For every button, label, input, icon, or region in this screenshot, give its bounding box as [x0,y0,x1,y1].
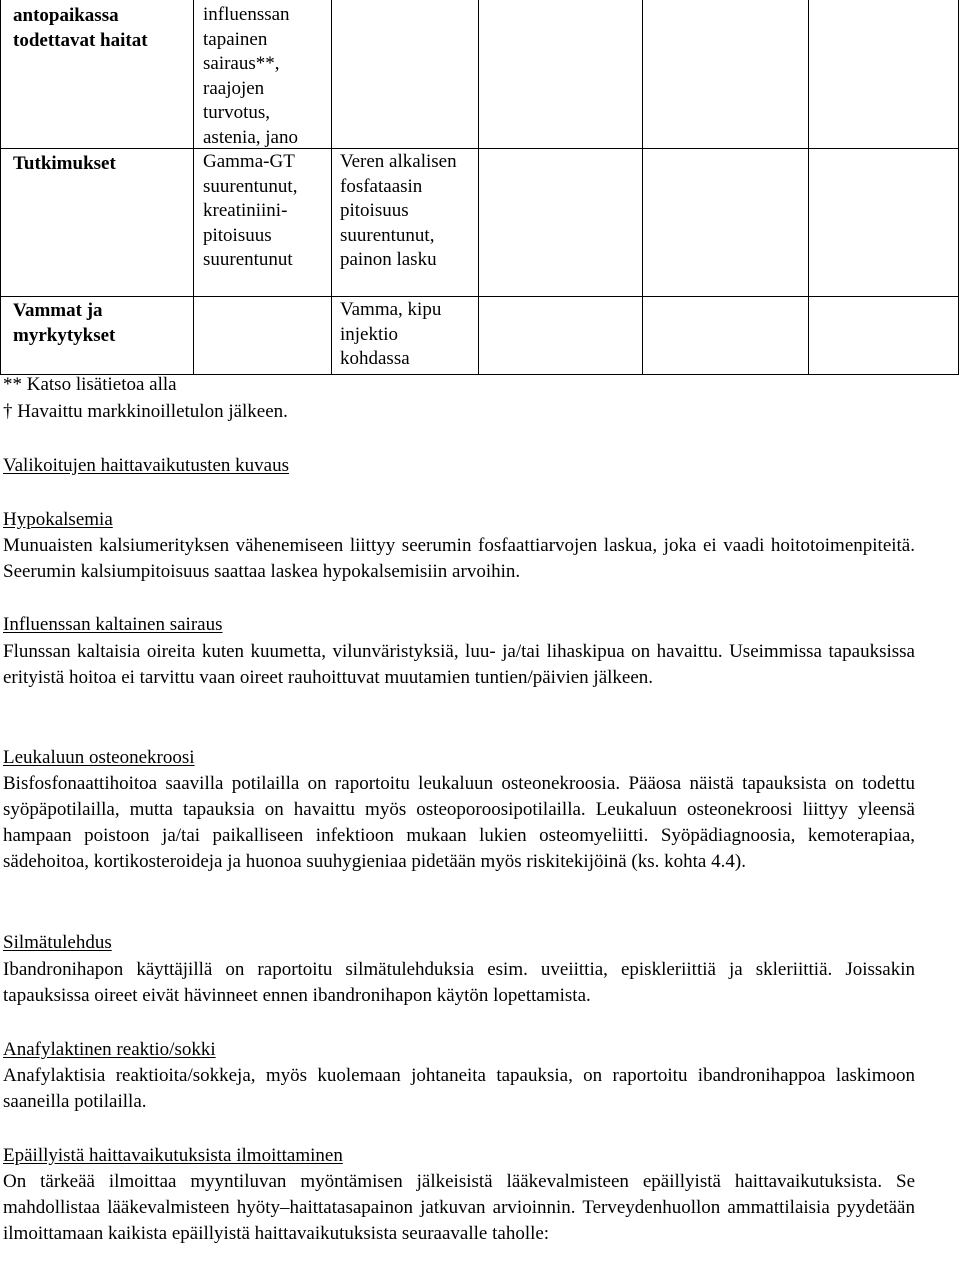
section-paragraph: Flunssan kaltaisia oireita kuten kuumetta, vilunväristyksiä, luu- ja/tai lihaskipua on havaittu. Useimmissa tapauksissa erityistä hoitoa ei tarvittu vaan oireet rauhoittuvat muutamien tuntien/päivien jälkeen. [3,641,915,688]
section-paragraph: Bisfosfonaattihoitoa saavilla potilailla on raportoitu leukaluun osteonekroosia. Pääosa näistä tapauksista on todettu syöpäpotilailla, mutta tapauksia on havaittu myös osteoporoosipotilailla. Leukaluun osteonekroosi liittyy yleensä hampaan poistoon ja/tai paikalliseen infektioon mukaan lukien osteomyeliitti. Syöpädiagnoosia, kemoterapiaa, sädehoitoa, kortikosteroideja ja huonoa suuhygieniaa pidetään myös riskitekijöinä (ks. kohta 4.4). [3,773,915,872]
table-cell: influenssan tapainen sairaus**, raajojen turvotus, astenia, jano [203,4,298,148]
table-row-label: antopaikassa todettavat haitat [13,5,148,51]
section-paragraph: On tärkeää ilmoittaa myyntiluvan myöntämisen jälkeisistä lääkevalmisteen epäillyistä haittavaikutuksista. Se mahdollistaa lääkevalmisteen hyöty–haittatasapainon jatkuvan arvioinnin. Terveydenhuollon ammattilaisia pyydetään ilmoittamaan kaikista epäillyistä haittavaikutuksista seuraavalle taholle: [3,1171,915,1244]
section-heading: Epäillyistä haittavaikutuksista ilmoittaminen [3,1145,343,1166]
adverse-effects-table [0,0,960,375]
table-col-divider [478,0,479,375]
table-col-divider [193,0,194,375]
table-cell: Gamma-GT suurentunut, kreatiniini-pitoisuus suurentunut [203,151,298,270]
section-heading: Anafylaktinen reaktio/sokki [3,1039,216,1060]
footnote: ** Katso lisätietoa alla [3,374,177,395]
table-row-divider [0,296,959,297]
table-row-label: Tutkimukset [13,153,116,174]
table-col-divider [808,0,809,375]
table-border-right [958,0,959,375]
section-heading: Hypokalsemia [3,509,113,530]
table-cell: Veren alkalisen fosfataasin pitoisuus suurentunut, painon lasku [340,151,457,270]
table-border-left [0,0,1,375]
section-paragraph: Munuaisten kalsiumerityksen vähenemiseen liittyy seerumin fosfaattiarvojen laskua, joka ei vaadi hoitotoimenpiteitä. Seerumin kalsiumpitoisuus saattaa laskea hypokalsemisiin arvoihin. [3,535,915,582]
section-heading: Leukaluun osteonekroosi [3,747,195,768]
table-cell: Vamma, kipu injektio kohdassa [340,299,442,369]
section-paragraph: Anafylaktisia reaktioita/sokkeja, myös kuolemaan johtaneita tapauksia, on raportoitu ibandronihappoa laskimoon saaneilla potilailla. [3,1065,915,1112]
table-row-label: Vammat ja myrkytykset [13,300,116,346]
footnote: † Havaittu markkinoilletulon jälkeen. [3,401,288,422]
section-heading: Silmätulehdus [3,932,112,953]
section-title: Valikoitujen haittavaikutusten kuvaus [3,455,290,476]
table-row-divider [0,148,959,149]
table-col-divider [331,0,332,375]
section-paragraph: Ibandronihapon käyttäjillä on raportoitu silmätulehduksia esim. uveiittia, episkleriittiä ja skleriittiä. Joissakin tapauksissa oireet eivät hävinneet ennen ibandronihapon käytön lopettamista. [3,959,915,1006]
section-heading: Influenssan kaltainen sairaus [3,614,223,635]
table-col-divider [642,0,643,375]
